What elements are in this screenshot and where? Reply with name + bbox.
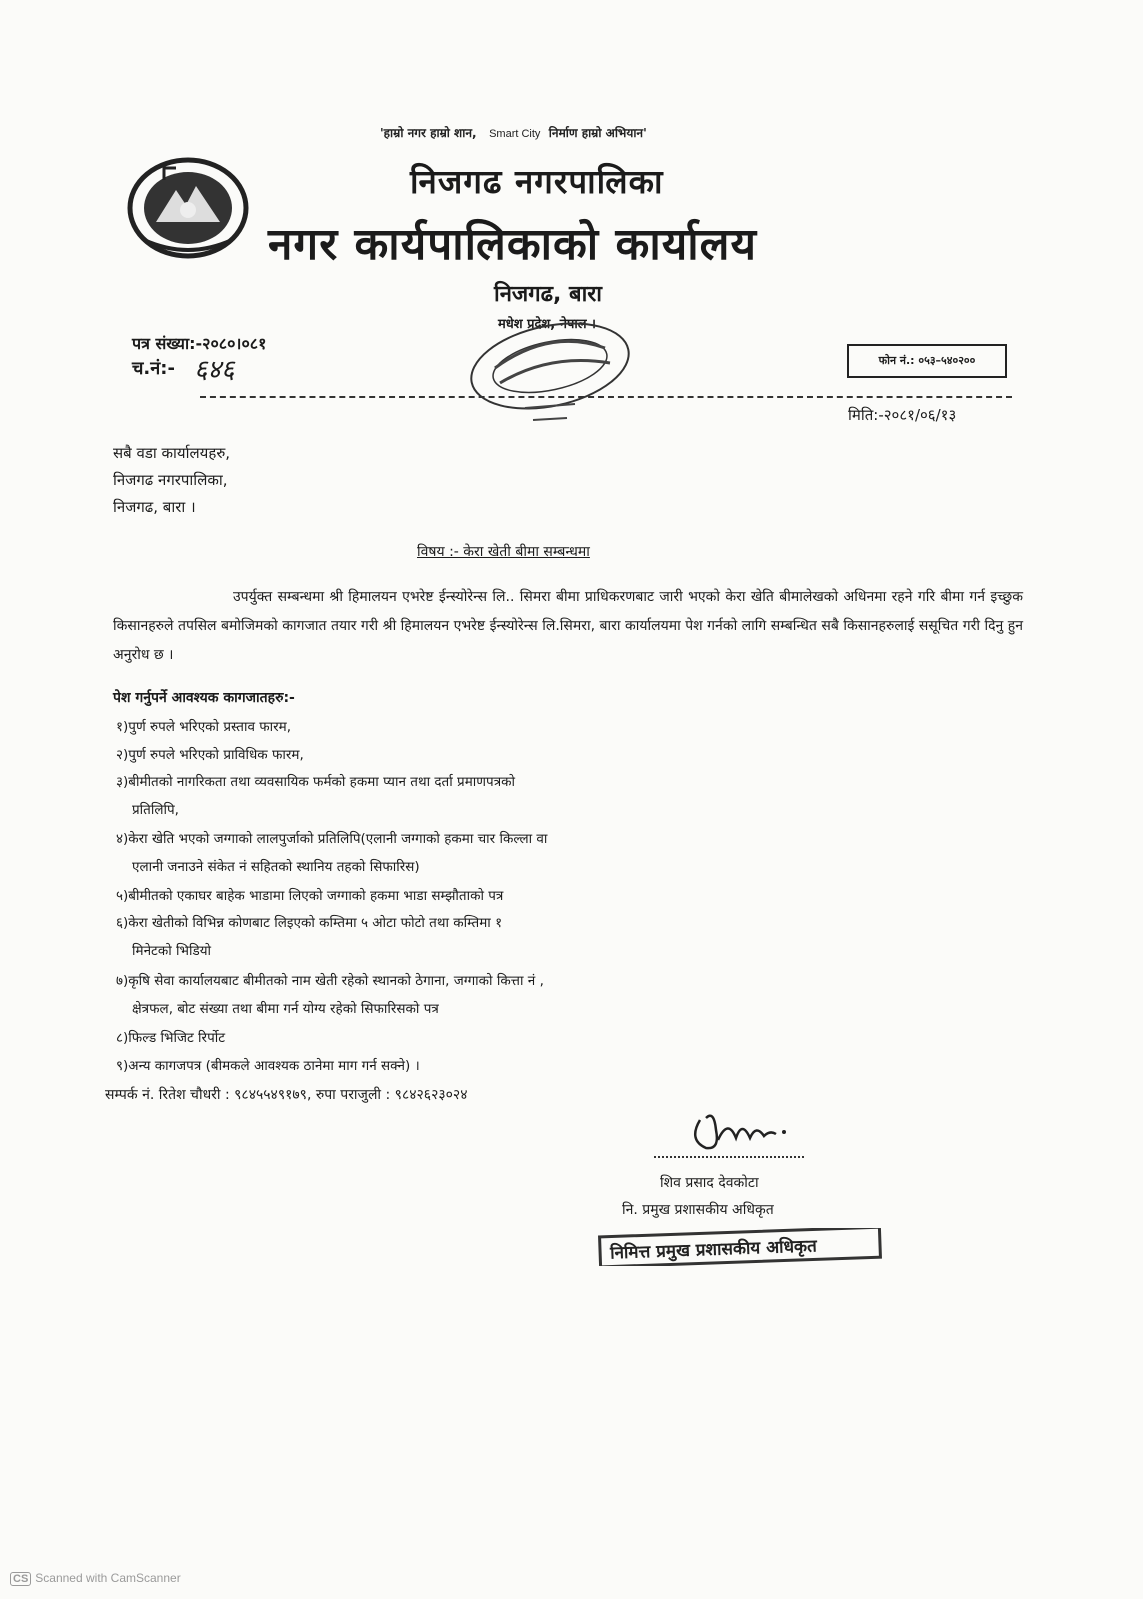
designation-rubber-stamp (598, 1228, 884, 1266)
document-item-continued: क्षेत्रफल, बोट संख्या तथा बीमा गर्न योग्य रहेको सिफारिसको पत्र (132, 1001, 439, 1017)
recipient-line-3: निजगढ, बारा । (113, 498, 196, 516)
tagline (380, 124, 647, 141)
scanner-watermark (10, 1571, 181, 1586)
office-round-stamp (455, 308, 645, 438)
document-item: २)पुर्ण रुपले भरिएको प्राविधिक फारम, (116, 747, 304, 763)
document-item-continued: एलानी जनाउने संकेत नं सहितको स्थानिय तहको सिफारिस) (132, 859, 420, 875)
document-item: ७)कृषि सेवा कार्यालयबाट बीमीतको नाम खेती रहेको स्थानको ठेगाना, जग्गाको कित्ता नं , (116, 973, 544, 989)
letter-body: उपर्युक्त सम्बन्धमा श्री हिमालयन एभरेष्ट ईन्स्योरेन्स लि.. सिमरा बीमा प्राधिकरणबाट जारी भएको केरा खेति बीमालेखको अधिनमा रहने गरि बीमा गर्न इच्छुक किसानहरुले तपसिल बमोजिमको कागजात तयार गरी श्री हिमालयन एभरेष्ट ईन्स्योरेन्स लि.सिमरा, बारा कार्यालयमा पेश गर्नको लागि सम्बन्धित सबै किसानहरुलाई ससूचित गरी दिनु हुन अनुरोध छ । (113, 589, 1023, 663)
office-province: मधेश प्रदेश, नेपाल । (498, 317, 596, 332)
contact-numbers: सम्पर्क नं. रितेश चौधरी : ९८४५५४९१७९, रुपा पराजुली : ९८४२६२३०२४ (105, 1087, 468, 1103)
signature-line (654, 1156, 804, 1158)
office-location: निजगढ, बारा (494, 282, 602, 307)
watermark-text: Scanned with CamScanner (35, 1571, 181, 1585)
header-divider (200, 396, 1012, 398)
document-item: ८)फिल्ड भिजिट रिर्पोट (116, 1030, 226, 1046)
document-item: ६)केरा खेतीको विभिन्न कोणबाट लिइएको कम्तिमा ५ ओटा फोटो तथा कम्तिमा १ (116, 915, 503, 931)
document-item: ९)अन्य कागजपत्र (बीमकले आवश्यक ठानेमा माग गर्न सक्ने) । (116, 1058, 420, 1074)
documents-heading: पेश गर्नुपर्ने आवश्यक कागजातहरु:- (113, 690, 295, 706)
handwritten-signature (680, 1100, 810, 1160)
camscanner-logo-icon: CS (10, 1572, 31, 1586)
municipality-name: निजगढ नगरपालिका (410, 162, 664, 201)
svg-text:निमित्त प्रमुख प्रशासकीय अधिकृ: निमित्त प्रमुख प्रशासकीय अधिकृत (609, 1236, 818, 1264)
government-emblem-logo (124, 150, 252, 260)
dispatch-number-label: च.नं:- (132, 358, 175, 379)
document-item: ४)केरा खेति भएको जग्गाको लालपुर्जाको प्रतिलिपि(एलानी जग्गाको हकमा चार किल्ला वा (116, 831, 548, 847)
document-item-continued: मिनेटको भिडियो (132, 943, 212, 959)
recipient-line-2: निजगढ नगरपालिका, (113, 471, 228, 489)
document-item: ५)बीमीतको एकाघर बाहेक भाडामा लिएको जग्गाको हकमा भाडा सम्झौताको पत्र (116, 888, 504, 904)
tagline-part2: निर्माण हाम्रो अभियान' (548, 126, 647, 140)
document-item: ३)बीमीतको नागरिकता तथा व्यवसायिक फर्मको हकमा प्यान तथा दर्ता प्रमाणपत्रको (116, 774, 516, 790)
letter-subject: विषय :- केरा खेती बीमा सम्बन्धमा (417, 544, 590, 560)
dispatch-number-value: ६४६ (194, 355, 235, 385)
phone-number-box: फोन नं.: ०५३–५४०२०० (847, 344, 1007, 378)
office-name: नगर कार्यपालिकाको कार्यालय (268, 219, 757, 270)
document-item: १)पुर्ण रुपले भरिएको प्रस्ताव फारम, (116, 719, 292, 735)
document-item-continued: प्रतिलिपि, (132, 802, 179, 818)
letter-number: पत्र संख्या:-२०८०।०८१ (132, 334, 267, 353)
letter-date: मिति:-२०८१/०६/१३ (848, 406, 957, 424)
recipient-line-1: सबै वडा कार्यालयहरु, (113, 444, 231, 462)
signatory-title: नि. प्रमुख प्रशासकीय अधिकृत (622, 1202, 774, 1218)
signatory-name: शिव प्रसाद देवकोटा (660, 1175, 759, 1191)
tagline-part1: 'हाम्रो नगर हाम्रो शान, (380, 126, 477, 140)
tagline-smart-city: Smart City (489, 128, 541, 140)
